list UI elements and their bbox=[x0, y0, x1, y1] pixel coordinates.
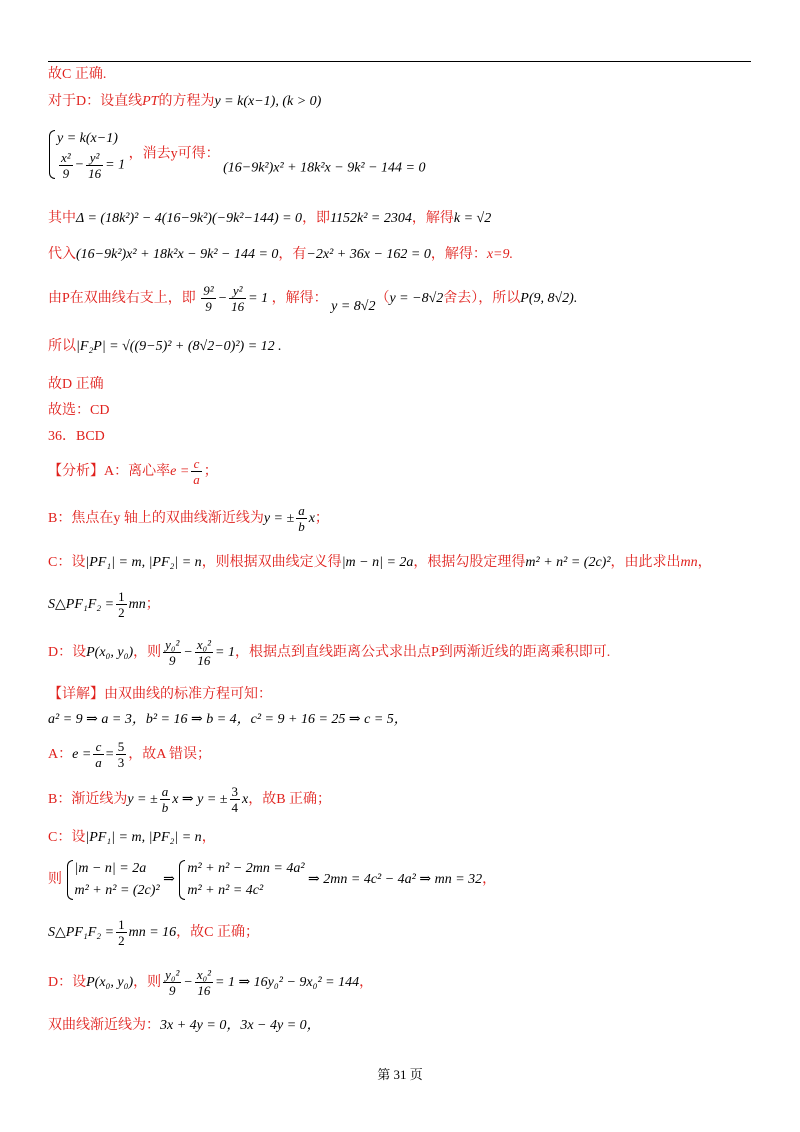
line-2: 对于D：设直线PT的方程为y = k(x−1), (k > 0) bbox=[48, 94, 322, 109]
line-11: 【分析】A：离心率e = $\frac{c}{a}$ ； bbox=[48, 456, 218, 488]
line-23: D：设P(x₀, y₀)，则 $\frac{\text{y₀²}}{9}$ − $\frac{\text{x₀²}}{16}$ = 1 ⇒ 16y₀² − 9x₀² = 144， bbox=[48, 967, 374, 999]
page-number: 第 31 页 bbox=[377, 1067, 423, 1082]
line-21: 则 |m − n| = 2a m² + n² = (2c)² ⇒ m² + n² − 2mn = 4a² m² + n² = 4c² ⇒ 2mn = 4c² − 4a² ⇒ mn = 32， bbox=[48, 858, 496, 902]
header-rule bbox=[48, 61, 751, 62]
line-16: 【详解】由双曲线的标准方程可知： bbox=[48, 687, 272, 702]
line-10: 36．BCD bbox=[48, 429, 105, 444]
line-13: C：设|PF₁| = m, |PF₂| = n，则根据双曲线定义得|m − n| = 2a，根据勾股定理得m² + n² = (2c)²，由此求出mn， bbox=[48, 555, 712, 570]
line-6: 由P在双曲线右支上，即 $\frac{\text{9²}}{9}$ − $\frac{\text{y²}}{16}$ = 1 ，解得： y = 8√2（y = −8√2舍去），所以P(9, 8√2). bbox=[48, 283, 578, 315]
line-4: 其中Δ = (18k²)² − 4(16−9k²)(−9k²−144) = 0，即1152k² = 2304，解得k = √2 bbox=[48, 211, 492, 226]
line-22: S△PF₁F₂ = $\frac{1}{2}$ mn = 16，故C 正确； bbox=[48, 917, 260, 949]
line-9: 故选：CD bbox=[48, 403, 110, 418]
line-12: B：焦点在y 轴上的双曲线渐近线为y = ± $\frac{a}{b}$ x； bbox=[48, 503, 329, 535]
line-24: 双曲线渐近线为：3x + 4y = 0，3x − 4y = 0， bbox=[48, 1018, 321, 1033]
line-8: 故D 正确 bbox=[48, 377, 104, 392]
equation-system: y = k(x−1) $\frac{\text{x²}}{9}$ − $\frac{\text{y²}}{16}$ = 1 bbox=[48, 128, 125, 181]
line-19: B：渐近线为y = ± $\frac{a}{b}$ x ⇒ y = ± $\frac{3}{4}$ x，故B 正确； bbox=[48, 784, 332, 816]
line-18: A：e = $\frac{c}{a}$ = $\frac{5}{3}$ ，故A 错误； bbox=[48, 739, 212, 771]
line-5: 代入(16−9k²)x² + 18k²x − 9k² − 144 = 0，有−2x² + 36x − 162 = 0，解得：x=9. bbox=[48, 247, 514, 262]
line-3: y = k(x−1) $\frac{\text{x²}}{9}$ − $\frac{\text{y²}}{16}$ = 1 ，消去y可得： (16−9k²)x² + 18k²x − 9k² − 144 = 0 bbox=[48, 128, 426, 181]
line-20: C：设|PF₁| = m, |PF₂| = n， bbox=[48, 830, 216, 845]
line-1: 故C 正确. bbox=[48, 67, 107, 82]
line-15: D：设P(x₀, y₀)，则 $\frac{\text{y₀²}}{9}$ − $\frac{\text{x₀²}}{16}$ = 1，根据点到直线距离公式求出点P到两渐近线的距离乘积即可. bbox=[48, 637, 611, 669]
line-7: 所以|F₂P| = √((9−5)² + (8√2−0)²) = 12 . bbox=[48, 339, 282, 354]
line-14: S△PF₁F₂ = $\frac{1}{2}$ mn； bbox=[48, 589, 160, 621]
line-17: a² = 9 ⇒ a = 3，b² = 16 ⇒ b = 4，c² = 9 + 16 = 25 ⇒ c = 5， bbox=[48, 712, 408, 727]
